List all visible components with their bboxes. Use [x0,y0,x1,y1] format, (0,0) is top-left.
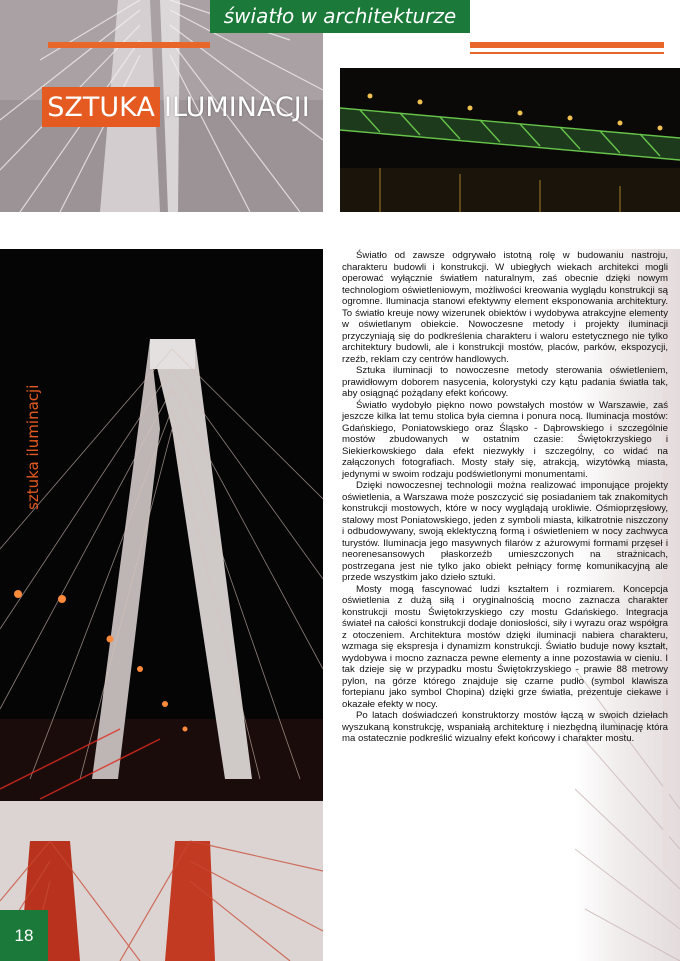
illuminated-pylon-photo [0,249,323,801]
title-word-iluminacji: ILUMINACJI [164,92,310,123]
paragraph: Mosty mogą fascynować ludzi kształtem i rozmiarem. Koncepcja oświetlenia z dużą siłą i oryginalnością mocno zaznacza charakter konstrukcji mostu Świętokrzyskiego czy mostu Gdańskiego. Integracja świateł na całości konstrukcji dodaje doniosłości, siły i wyrazu oraz współgra z otoczeniem. Architektura mostów dzięki iluminacji nabiera charakteru, wzmaga się ekspresja i dynamizm konstrukcji. Światło buduje nowy kształt, wydobywa i mocno zaznacza pewne elementy a inne pozostawia w cieniu. I tak dzieje się w przypadku mostu Świętokrzyskiego - prawie 88 metrowy pylon, na górze którego znajduje się czarne pudło (symbol klawisza fortepianu jako symbol Chopina) dzięki grze światła, prezentuje ciekawe i okazałe efekty w nocy. [342,583,668,710]
paragraph: Dzięki nowoczesnej technologii można realizować imponujące projekty oświetlenia, a Warszawa może poszczycić się posiadaniem tak znakomitych konstrukcji mostowych, które w nocy wyglądają urokliwie. Ośmioprzęsłowy, stalowy most Poniatowskiego, jeden z symboli miasta, kilkatrotnie niszczony i odbudowywany, swoją eklektyczną formą i oświetleniem w nocy zachwyca turystów. Iluminacja jego masywnych filarów z ażurowymi formami przęseł i neorenesansowych płaskorzeźb umieszczonych na strażnicach, postrzegana jest nie tylko jako obiekt pełniący formę komunikacyjną ale przede wszystkim jako dzieło sztuki. [342,480,668,583]
side-title [22,360,52,510]
night-bridge-photo [340,68,680,212]
section-title: światło w architekturze [223,4,457,28]
header-rule-thin [470,52,664,54]
pylon-base-photo [0,801,323,961]
title-word-sztuka: SZTUKA [47,92,155,123]
article-body [342,250,668,745]
paragraph: Światło wydobyło piękno nowo powstałych mostów w Warszawie, zaś jeszcze kilka lat temu stolica była ciemna i ponura nocą. Iluminacja mostów: Gdańskiego, Poniatowskiego oraz Śląsko - Dąbrowskiego i szczególnie mostów zbudowanych w ostatnim czasie: Świętokrzyskiego i Siekierkowskiego dała efekt niezwykły i szczególny, co widać na załączonych fotografiach. Mosty stały się, atrakcją, wizytówką miasta, jedynymi w swoim rodzaju podświetlonymi monumentami. [342,399,668,480]
paragraph: Po latach doświadczeń konstruktorzy mostów łączą w swoich dziełach wyszukaną konstrukcję, wspaniałą architekturę i niezbędną iluminację która ma ostatecznie podkreślić wizualny efekt końcowy i charakter mostu. [342,710,668,744]
header-rule [48,42,210,48]
paragraph: Światło od zawsze odgrywało istotną rolę w budowaniu nastroju, charakteru budowli i konstrukcji. W ubiegłych wiekach architekci mogli operować wyłącznie światłem naturalnym, zaś obecnie dzięki nowym technologiom oświetleniowym, możliwości kreowania wyglądu konstrukcji są ogromne. Iluminacja stanowi efektywny element eksponowania architektury. To światło kreuje nowy wizerunek obiektów i wydobywa atrakcyjne elementy w oświetlanym obiekcie. Nowoczesne metody i projekty iluminacji przyczyniają się do podkreślenia charakteru i waloru estetycznego nie tylko architektury budowli, ale i konstrukcji mostów, placów, parków, ekspozycji, rzeźb, reklam czy centrów handlowych. [342,250,668,365]
page-number: 18 [14,926,34,945]
header-rule [470,42,664,48]
paragraph: Sztuka iluminacji to nowoczesne metody sterowania oświetleniem, prawidłowym doborem nasycenia, kolorystyki czy kątu padania światła tak, aby osiągnąć pożądany efekt końcowy. [342,365,668,399]
side-title-text: sztuka iluminacji [24,384,42,510]
